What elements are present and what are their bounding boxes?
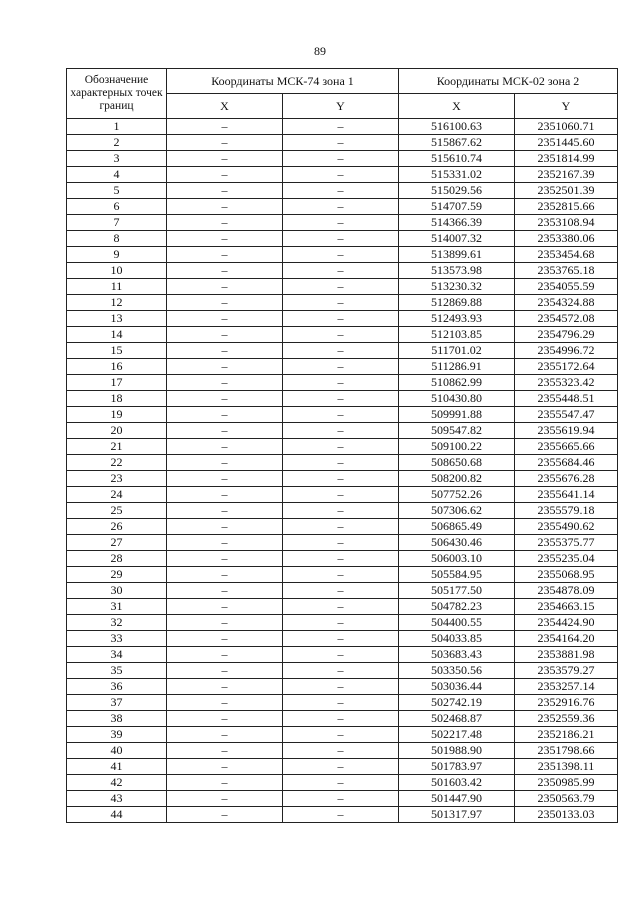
- msk74-x-cell: –: [167, 359, 283, 375]
- table-row: [67, 807, 618, 823]
- point-number-cell: 32: [67, 615, 167, 631]
- msk02-x-cell: 501603.42: [399, 775, 515, 791]
- msk74-y-cell: –: [283, 311, 399, 327]
- msk74-y-cell: –: [283, 679, 399, 695]
- msk02-x-cell: 509547.82: [399, 423, 515, 439]
- table-row: [67, 407, 618, 423]
- msk74-y-cell: –: [283, 519, 399, 535]
- msk74-x-cell: –: [167, 759, 283, 775]
- msk02-y-cell: 2355375.77: [515, 535, 618, 551]
- msk74-y-cell: –: [283, 535, 399, 551]
- msk74-x-cell: –: [167, 631, 283, 647]
- msk74-x-cell: –: [167, 167, 283, 183]
- msk02-y-cell: 2351814.99: [515, 151, 618, 167]
- msk02-x-header: X: [399, 94, 515, 119]
- msk02-x-cell: 510430.80: [399, 391, 515, 407]
- table-row: [67, 279, 618, 295]
- point-number-cell: 9: [67, 247, 167, 263]
- msk02-x-cell: 514707.59: [399, 199, 515, 215]
- msk02-x-cell: 507306.62: [399, 503, 515, 519]
- table-row: [67, 471, 618, 487]
- point-number-cell: 36: [67, 679, 167, 695]
- msk02-y-cell: 2355172.64: [515, 359, 618, 375]
- msk74-x-cell: –: [167, 519, 283, 535]
- table-row: [67, 567, 618, 583]
- table-row: [67, 631, 618, 647]
- msk74-y-cell: –: [283, 231, 399, 247]
- msk74-x-cell: –: [167, 295, 283, 311]
- point-number-cell: 11: [67, 279, 167, 295]
- table-row: [67, 535, 618, 551]
- msk02-x-cell: 515867.62: [399, 135, 515, 151]
- msk74-x-cell: –: [167, 583, 283, 599]
- coordinates-table: [66, 68, 618, 823]
- msk74-x-cell: –: [167, 231, 283, 247]
- msk02-y-cell: 2355579.18: [515, 503, 618, 519]
- msk74-x-cell: –: [167, 199, 283, 215]
- point-number-cell: 24: [67, 487, 167, 503]
- table-row: [67, 135, 618, 151]
- point-number-cell: 33: [67, 631, 167, 647]
- table-row: [67, 215, 618, 231]
- msk74-y-cell: –: [283, 263, 399, 279]
- table-row: [67, 119, 618, 135]
- msk02-x-cell: 515029.56: [399, 183, 515, 199]
- msk02-x-cell: 513573.98: [399, 263, 515, 279]
- table-row: [67, 711, 618, 727]
- table-row: [67, 439, 618, 455]
- msk02-y-cell: 2353454.68: [515, 247, 618, 263]
- msk02-x-cell: 508200.82: [399, 471, 515, 487]
- msk02-y-cell: 2350985.99: [515, 775, 618, 791]
- msk02-x-cell: 504033.85: [399, 631, 515, 647]
- msk74-y-cell: –: [283, 247, 399, 263]
- msk74-y-cell: –: [283, 343, 399, 359]
- msk02-x-cell: 501447.90: [399, 791, 515, 807]
- msk02-y-cell: 2353257.14: [515, 679, 618, 695]
- msk74-x-cell: –: [167, 567, 283, 583]
- msk74-y-header: Y: [283, 94, 399, 119]
- point-number-cell: 1: [67, 119, 167, 135]
- msk74-y-cell: –: [283, 439, 399, 455]
- msk02-y-cell: 2350133.03: [515, 807, 618, 823]
- msk02-x-cell: 501783.97: [399, 759, 515, 775]
- point-number-cell: 17: [67, 375, 167, 391]
- msk74-x-cell: –: [167, 775, 283, 791]
- msk74-x-cell: –: [167, 151, 283, 167]
- msk02-y-cell: 2354324.88: [515, 295, 618, 311]
- msk02-x-cell: 506865.49: [399, 519, 515, 535]
- page-number: 89: [314, 44, 326, 58]
- point-number-cell: 10: [67, 263, 167, 279]
- point-number-cell: 18: [67, 391, 167, 407]
- msk02-x-cell: 501317.97: [399, 807, 515, 823]
- msk74-y-cell: –: [283, 503, 399, 519]
- msk74-y-cell: –: [283, 807, 399, 823]
- point-number-cell: 21: [67, 439, 167, 455]
- point-number-cell: 34: [67, 647, 167, 663]
- msk74-x-cell: –: [167, 311, 283, 327]
- msk74-x-cell: –: [167, 647, 283, 663]
- msk02-x-cell: 512493.93: [399, 311, 515, 327]
- msk02-x-cell: 507752.26: [399, 487, 515, 503]
- msk74-y-cell: –: [283, 423, 399, 439]
- point-number-cell: 6: [67, 199, 167, 215]
- msk02-y-cell: 2351398.11: [515, 759, 618, 775]
- point-designation-header: Обозначение характерных точек границ: [67, 69, 167, 119]
- msk74-y-cell: –: [283, 663, 399, 679]
- msk74-y-cell: –: [283, 295, 399, 311]
- table-row: [67, 679, 618, 695]
- msk02-x-cell: 506003.10: [399, 551, 515, 567]
- msk02-y-cell: 2355619.94: [515, 423, 618, 439]
- table-row: [67, 359, 618, 375]
- table-row: [67, 455, 618, 471]
- table-row: [67, 503, 618, 519]
- table-row: [67, 343, 618, 359]
- coordinates-table-body: [67, 119, 618, 823]
- msk74-x-cell: –: [167, 375, 283, 391]
- msk02-y-cell: 2354878.09: [515, 583, 618, 599]
- msk02-x-cell: 513899.61: [399, 247, 515, 263]
- msk02-y-cell: 2355323.42: [515, 375, 618, 391]
- msk74-y-cell: –: [283, 119, 399, 135]
- point-number-cell: 3: [67, 151, 167, 167]
- msk02-y-cell: 2355490.62: [515, 519, 618, 535]
- msk74-y-cell: –: [283, 759, 399, 775]
- msk74-x-cell: –: [167, 407, 283, 423]
- table-row: [67, 519, 618, 535]
- msk02-y-cell: 2352167.39: [515, 167, 618, 183]
- msk02-y-cell: 2353380.06: [515, 231, 618, 247]
- msk74-y-cell: –: [283, 471, 399, 487]
- msk74-x-cell: –: [167, 327, 283, 343]
- msk02-x-cell: 509100.22: [399, 439, 515, 455]
- msk74-x-cell: –: [167, 503, 283, 519]
- msk74-y-cell: –: [283, 631, 399, 647]
- msk74-y-cell: –: [283, 743, 399, 759]
- point-number-cell: 4: [67, 167, 167, 183]
- msk74-y-cell: –: [283, 647, 399, 663]
- msk74-y-cell: –: [283, 407, 399, 423]
- msk74-y-cell: –: [283, 279, 399, 295]
- point-number-cell: 28: [67, 551, 167, 567]
- msk74-y-cell: –: [283, 487, 399, 503]
- msk02-x-cell: 510862.99: [399, 375, 515, 391]
- point-number-cell: 35: [67, 663, 167, 679]
- msk74-x-cell: –: [167, 791, 283, 807]
- msk02-x-cell: 514366.39: [399, 215, 515, 231]
- table-row: [67, 551, 618, 567]
- point-number-cell: 20: [67, 423, 167, 439]
- table-row: [67, 151, 618, 167]
- table-row: [67, 199, 618, 215]
- table-row: [67, 647, 618, 663]
- table-row: [67, 695, 618, 711]
- table-row: [67, 247, 618, 263]
- msk74-x-cell: –: [167, 695, 283, 711]
- msk74-y-cell: –: [283, 375, 399, 391]
- msk02-x-cell: 516100.63: [399, 119, 515, 135]
- msk74-x-cell: –: [167, 215, 283, 231]
- msk02-y-cell: 2352186.21: [515, 727, 618, 743]
- msk02-y-cell: 2354663.15: [515, 599, 618, 615]
- msk02-x-cell: 508650.68: [399, 455, 515, 471]
- msk74-y-cell: –: [283, 551, 399, 567]
- msk02-y-cell: 2355235.04: [515, 551, 618, 567]
- msk74-y-cell: –: [283, 695, 399, 711]
- msk02-x-cell: 503683.43: [399, 647, 515, 663]
- msk74-y-cell: –: [283, 151, 399, 167]
- table-row: [67, 487, 618, 503]
- msk02-y-cell: 2354055.59: [515, 279, 618, 295]
- point-number-cell: 23: [67, 471, 167, 487]
- msk02-y-cell: 2351445.60: [515, 135, 618, 151]
- msk74-y-cell: –: [283, 775, 399, 791]
- msk02-x-cell: 504400.55: [399, 615, 515, 631]
- msk74-y-cell: –: [283, 455, 399, 471]
- point-number-cell: 40: [67, 743, 167, 759]
- point-number-cell: 14: [67, 327, 167, 343]
- msk74-y-cell: –: [283, 135, 399, 151]
- table-row: [67, 775, 618, 791]
- msk02-x-cell: 515610.74: [399, 151, 515, 167]
- table-row: [67, 791, 618, 807]
- point-number-cell: 43: [67, 791, 167, 807]
- msk02-y-cell: 2352559.36: [515, 711, 618, 727]
- msk02-x-cell: 501988.90: [399, 743, 515, 759]
- msk02-y-cell: 2355684.46: [515, 455, 618, 471]
- point-number-cell: 13: [67, 311, 167, 327]
- table-row: [67, 663, 618, 679]
- table-row: [67, 615, 618, 631]
- point-number-cell: 19: [67, 407, 167, 423]
- msk74-x-cell: –: [167, 711, 283, 727]
- msk02-x-cell: 504782.23: [399, 599, 515, 615]
- msk02-y-cell: 2355665.66: [515, 439, 618, 455]
- msk74-x-cell: –: [167, 743, 283, 759]
- msk74-y-cell: –: [283, 167, 399, 183]
- msk74-x-cell: –: [167, 807, 283, 823]
- msk02-y-cell: 2351798.66: [515, 743, 618, 759]
- point-number-cell: 42: [67, 775, 167, 791]
- msk74-x-cell: –: [167, 615, 283, 631]
- msk74-x-cell: –: [167, 471, 283, 487]
- msk02-y-cell: 2353881.98: [515, 647, 618, 663]
- msk74-y-cell: –: [283, 583, 399, 599]
- msk02-y-cell: 2352916.76: [515, 695, 618, 711]
- msk74-y-cell: –: [283, 327, 399, 343]
- msk02-x-cell: 512103.85: [399, 327, 515, 343]
- msk74-x-cell: –: [167, 247, 283, 263]
- point-number-cell: 37: [67, 695, 167, 711]
- msk02-y-cell: 2353579.27: [515, 663, 618, 679]
- msk02-y-cell: 2355676.28: [515, 471, 618, 487]
- point-number-cell: 16: [67, 359, 167, 375]
- msk74-y-cell: –: [283, 727, 399, 743]
- msk02-y-cell: 2353108.94: [515, 215, 618, 231]
- point-number-cell: 39: [67, 727, 167, 743]
- msk02-zone2-header: Координаты МСК-02 зона 2: [399, 69, 618, 94]
- table-row: [67, 295, 618, 311]
- msk74-x-cell: –: [167, 263, 283, 279]
- msk74-x-cell: –: [167, 135, 283, 151]
- table-row: [67, 391, 618, 407]
- msk02-x-cell: 506430.46: [399, 535, 515, 551]
- msk02-y-cell: 2352501.39: [515, 183, 618, 199]
- msk74-x-cell: –: [167, 343, 283, 359]
- table-row: [67, 231, 618, 247]
- point-number-cell: 5: [67, 183, 167, 199]
- msk74-x-cell: –: [167, 535, 283, 551]
- msk02-y-cell: 2353765.18: [515, 263, 618, 279]
- msk74-x-cell: –: [167, 663, 283, 679]
- msk02-y-cell: 2350563.79: [515, 791, 618, 807]
- msk74-y-cell: –: [283, 359, 399, 375]
- msk74-y-cell: –: [283, 711, 399, 727]
- msk02-y-cell: 2355448.51: [515, 391, 618, 407]
- table-row: [67, 183, 618, 199]
- msk02-x-cell: 514007.32: [399, 231, 515, 247]
- msk02-x-cell: 515331.02: [399, 167, 515, 183]
- msk02-x-cell: 502217.48: [399, 727, 515, 743]
- msk74-x-cell: –: [167, 423, 283, 439]
- point-number-cell: 8: [67, 231, 167, 247]
- msk02-x-cell: 511701.02: [399, 343, 515, 359]
- msk74-x-cell: –: [167, 279, 283, 295]
- msk02-y-cell: 2354796.29: [515, 327, 618, 343]
- msk02-y-cell: 2355641.14: [515, 487, 618, 503]
- msk74-y-cell: –: [283, 391, 399, 407]
- msk74-y-cell: –: [283, 567, 399, 583]
- msk02-y-cell: 2352815.66: [515, 199, 618, 215]
- table-row: [67, 743, 618, 759]
- msk02-x-cell: 509991.88: [399, 407, 515, 423]
- msk02-y-cell: 2355547.47: [515, 407, 618, 423]
- table-row: [67, 727, 618, 743]
- msk74-x-cell: –: [167, 599, 283, 615]
- msk74-y-cell: –: [283, 791, 399, 807]
- point-number-cell: 31: [67, 599, 167, 615]
- msk74-y-cell: –: [283, 599, 399, 615]
- msk02-x-cell: 502468.87: [399, 711, 515, 727]
- table-row: [67, 583, 618, 599]
- msk02-y-cell: 2355068.95: [515, 567, 618, 583]
- table-row: [67, 263, 618, 279]
- point-number-cell: 2: [67, 135, 167, 151]
- point-number-cell: 25: [67, 503, 167, 519]
- table-row: [67, 311, 618, 327]
- msk74-x-cell: –: [167, 391, 283, 407]
- msk74-x-cell: –: [167, 439, 283, 455]
- msk02-y-cell: 2354572.08: [515, 311, 618, 327]
- msk74-x-cell: –: [167, 455, 283, 471]
- point-number-cell: 26: [67, 519, 167, 535]
- point-number-cell: 44: [67, 807, 167, 823]
- table-row: [67, 375, 618, 391]
- table-row: [67, 599, 618, 615]
- msk74-y-cell: –: [283, 199, 399, 215]
- msk74-x-cell: –: [167, 551, 283, 567]
- msk74-x-cell: –: [167, 183, 283, 199]
- msk02-y-cell: 2354424.90: [515, 615, 618, 631]
- point-number-cell: 29: [67, 567, 167, 583]
- msk74-zone1-header: Координаты МСК-74 зона 1: [167, 69, 399, 94]
- point-number-cell: 27: [67, 535, 167, 551]
- msk02-y-cell: 2354164.20: [515, 631, 618, 647]
- msk02-x-cell: 503350.56: [399, 663, 515, 679]
- point-number-cell: 12: [67, 295, 167, 311]
- point-number-cell: 7: [67, 215, 167, 231]
- msk74-x-cell: –: [167, 487, 283, 503]
- msk02-x-cell: 503036.44: [399, 679, 515, 695]
- msk02-y-cell: 2351060.71: [515, 119, 618, 135]
- point-number-cell: 38: [67, 711, 167, 727]
- table-row: [67, 167, 618, 183]
- msk74-y-cell: –: [283, 183, 399, 199]
- msk74-x-cell: –: [167, 727, 283, 743]
- table-row: [67, 759, 618, 775]
- point-number-cell: 41: [67, 759, 167, 775]
- point-number-cell: 30: [67, 583, 167, 599]
- msk74-x-header: X: [167, 94, 283, 119]
- msk74-y-cell: –: [283, 215, 399, 231]
- msk02-x-cell: 512869.88: [399, 295, 515, 311]
- msk74-x-cell: –: [167, 679, 283, 695]
- msk02-x-cell: 505584.95: [399, 567, 515, 583]
- msk02-x-cell: 511286.91: [399, 359, 515, 375]
- msk02-x-cell: 502742.19: [399, 695, 515, 711]
- table-row: [67, 327, 618, 343]
- msk74-y-cell: –: [283, 615, 399, 631]
- msk02-y-header: Y: [515, 94, 618, 119]
- msk74-x-cell: –: [167, 119, 283, 135]
- msk02-x-cell: 513230.32: [399, 279, 515, 295]
- msk02-x-cell: 505177.50: [399, 583, 515, 599]
- point-number-cell: 22: [67, 455, 167, 471]
- point-number-cell: 15: [67, 343, 167, 359]
- msk02-y-cell: 2354996.72: [515, 343, 618, 359]
- table-row: [67, 423, 618, 439]
